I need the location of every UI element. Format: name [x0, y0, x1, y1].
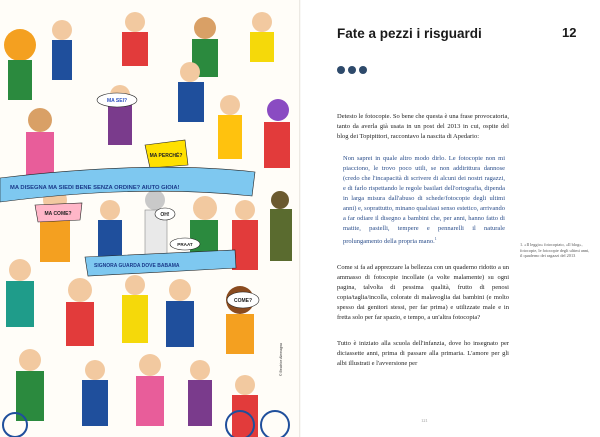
bubble-text: OH! [160, 212, 170, 218]
text-page [301, 0, 600, 437]
illustration-credit: © Beatrice Alemagna [279, 343, 283, 376]
bubble-text: SIGNORA GUARDA DOVE BABAMA [94, 263, 180, 269]
footnote-marker: 1 [434, 236, 437, 241]
body-paragraph: Detesto le fotocopie. So bene che questa è una frase provocatoria, tanto da averla già usata in un post del 2013 in cui, ospite del blog dei Topipittori, raccontavo la nascita di Apedario: [337, 113, 509, 140]
side-note: 1. «Il leggio» fotocopiato, «Il blog», fotocopie, le fotocopie degli ultimi anni, il quaderno dei ragazzi del 2013 [520, 242, 590, 259]
block-quote [343, 154, 505, 247]
dot [359, 66, 367, 74]
bubble-text: MA COME? [44, 211, 72, 217]
quote-text: Non saprei in quale altro modo dirlo. Le fotocopie non mi piacciono, le trovo poco utili, se non addirittura dannose (credo che l'incapacità di scrivere di alcuni dei nostri ragazzi, e di farlo rispettando le regole basilari dell'ortografia, dipenda in larga misura dall'abuso di schede/fotocopie degli ultimi anni) e, soprattutto, minano qualsiasi senso estetico, arrivando a far odiare il disegno a bambini che, per anni, hanno fatto di matite, pastelli, tempere e pennarelli il naturale prolungamento della propria mano. [343, 155, 505, 246]
chapter-number: 12 [562, 25, 577, 40]
bubble-text: COME? [233, 298, 253, 304]
dot [348, 66, 356, 74]
bubble-text: MA PERCHÉ? [149, 153, 183, 159]
bubble-text: MA SEI? [106, 98, 128, 104]
folio: 121 [421, 418, 428, 423]
bubble-text: MA DISEGNA MA SIEDI BENE SENZA ORDINE? AIUTO GIOIA! [10, 185, 180, 191]
dot [337, 66, 345, 74]
bubble-text: PRAAT [177, 242, 193, 247]
body-paragraph: Come si fa ad apprezzare la bellezza con un quaderno ridotto a un ammasso di fotocopie incollate (a volte malamente) su ogni pagina, talvolta di pessima qualità, frutto di penosi copia/taglia/incolla, colorate di malavoglia dai bambini (e molto spesso dai genitori stessi, per far prima) e utilizzate male e in fretta solo per far spazio, e tempo, a un'altra fotocopia? [337, 264, 509, 321]
decorative-dots [337, 66, 367, 74]
body-paragraph: Tutto è iniziato alla scuola dell'infanzia, dove ho insegnato per diciassette anni, prima di passare alla primaria. L'amore per gli albi illustrati e l'avversione per [337, 340, 509, 367]
chapter-title: Fate a pezzi i risguardi [337, 26, 482, 41]
